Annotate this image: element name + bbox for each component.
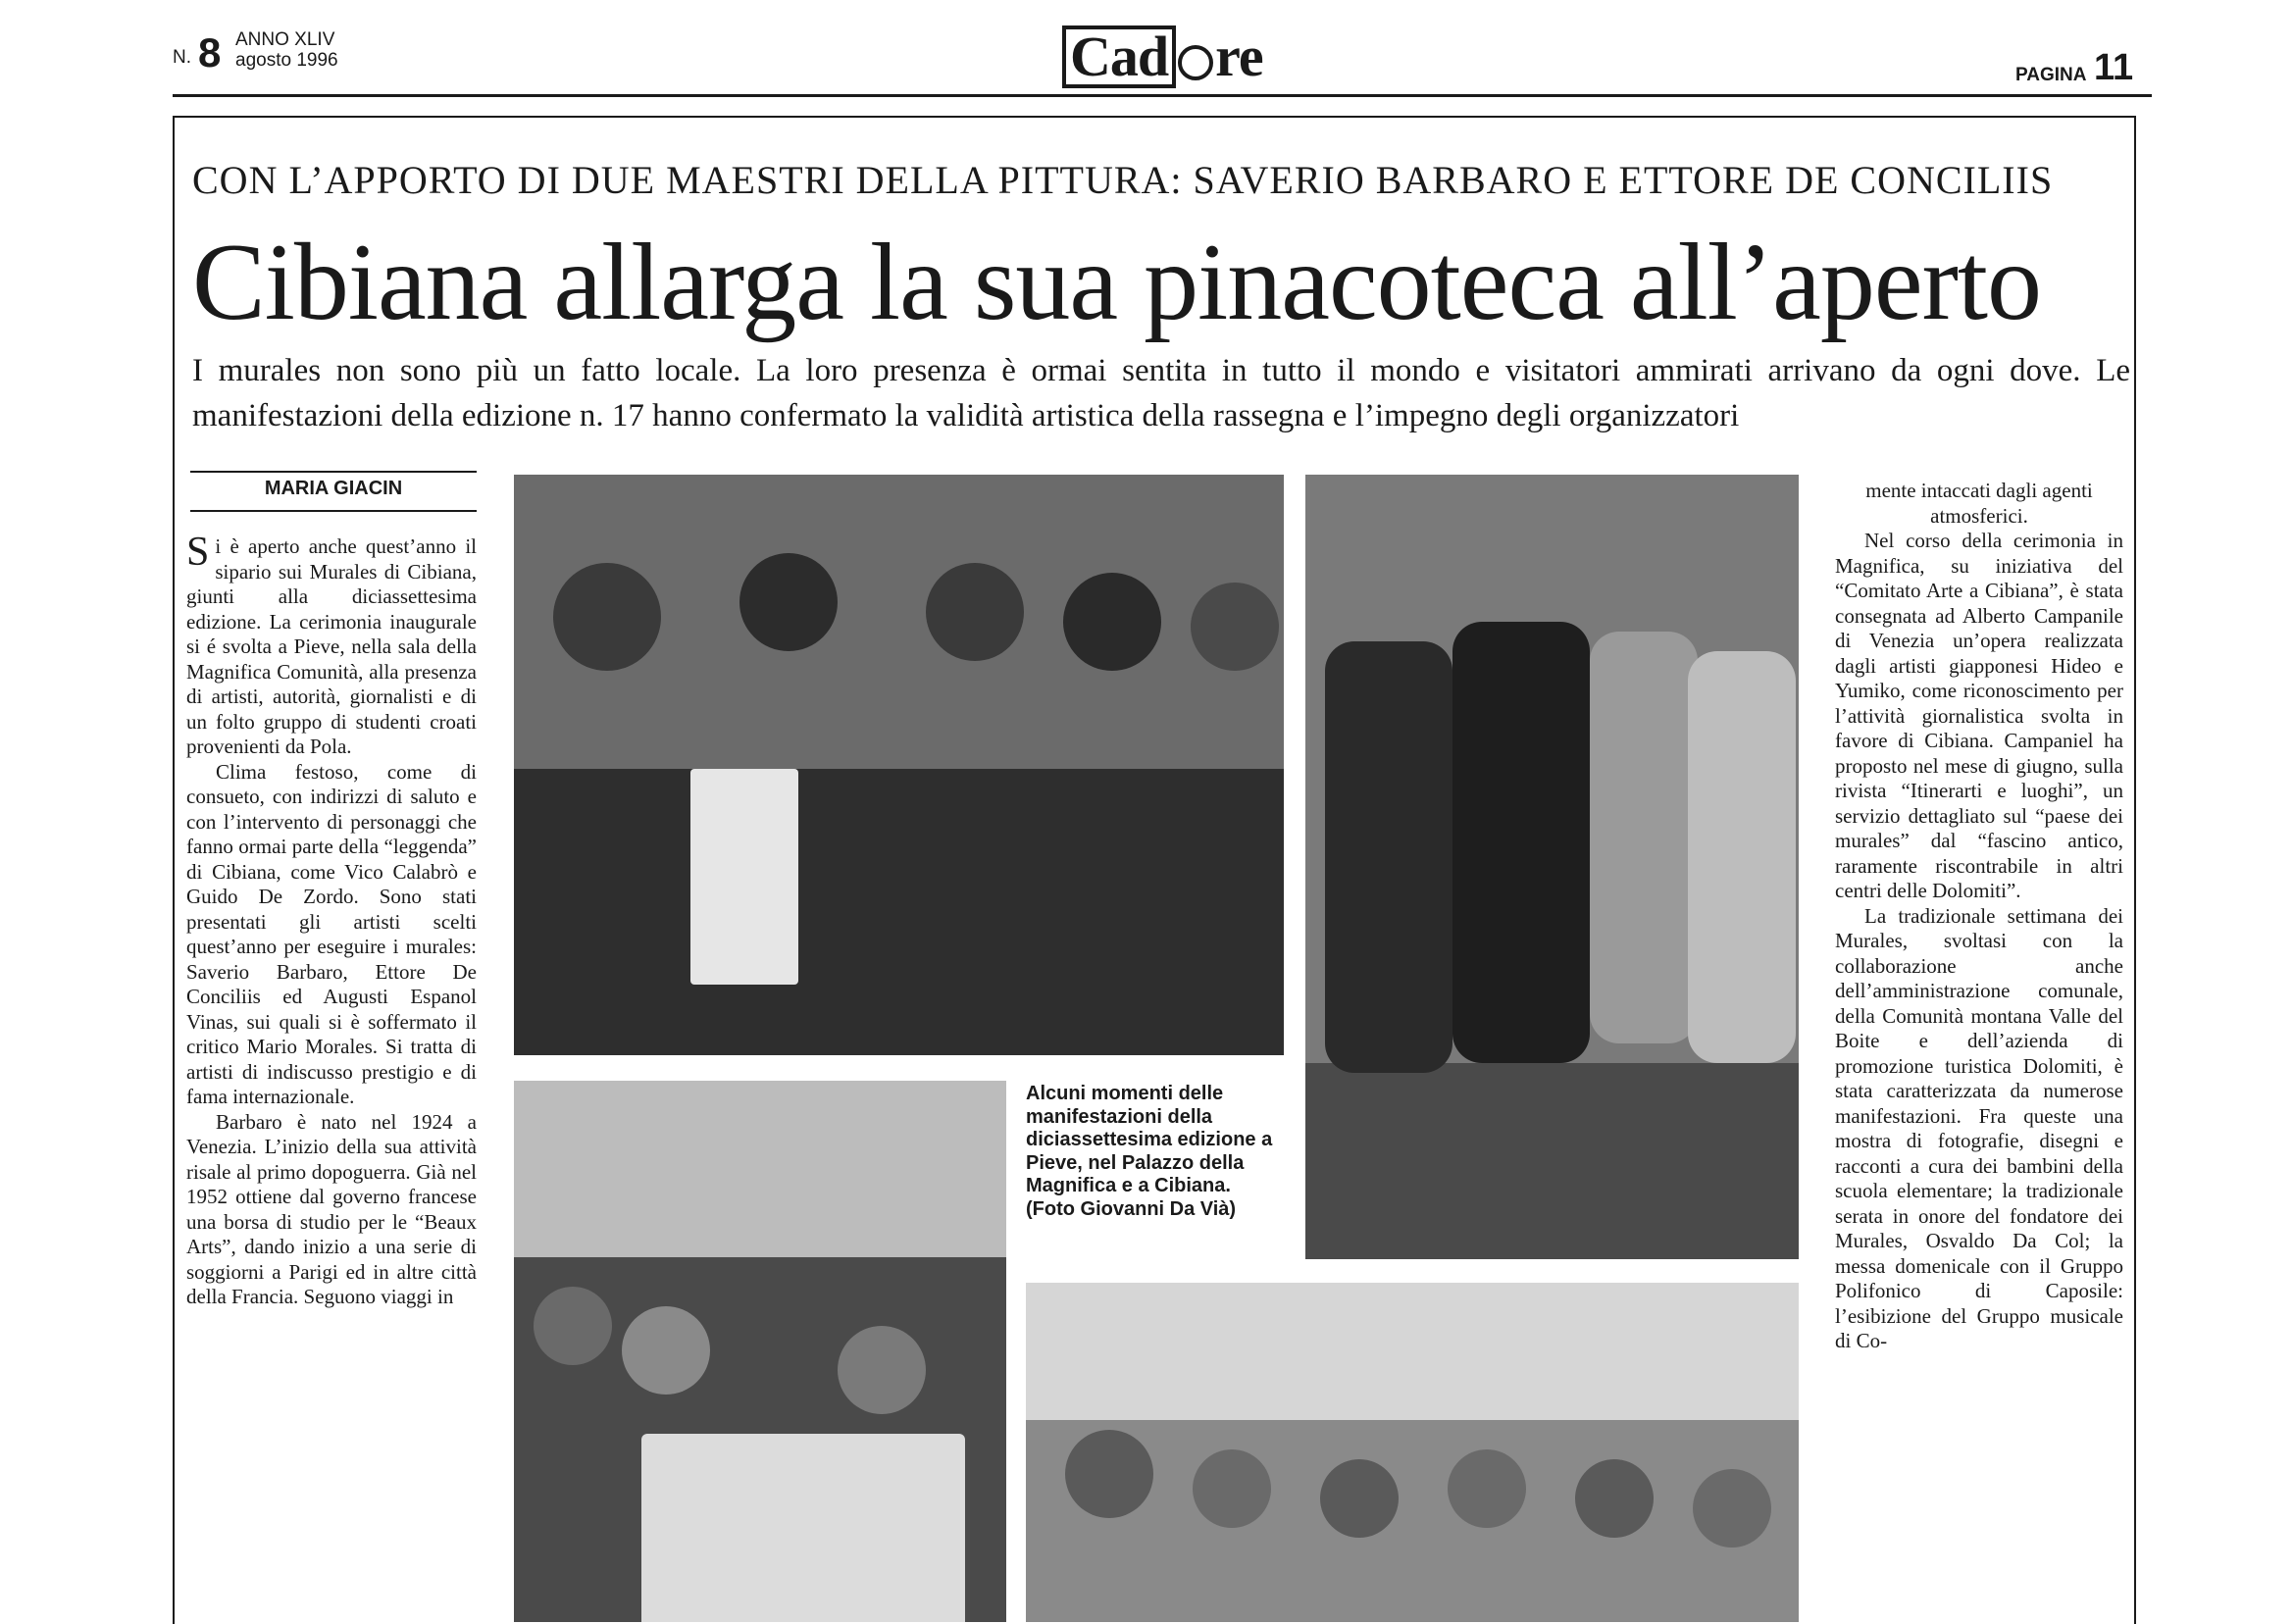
paragraph: Clima festoso, come di consueto, con indirizzi di saluto e con l’intervento di personaggi che fanno ormai parte della “leggenda” di Cibiana, come Vico Calabrò e Guido De Zordo. Sono stati presentati gli artisti scelti quest’anno per eseguire i murales: Saverio Barbaro, Ettore De Conciliis ed Augusti Espanol Vinas, sui quali si è soffermato il critico Mario Morales. Si tratta di artisti di indiscusso prestigio e di fama internazionale. [186, 759, 477, 1108]
drop-cap: S [186, 534, 210, 575]
issue-date: agosto 1996 [235, 50, 338, 71]
article-kicker: CON L’APPORTO DI DUE MAESTRI DELLA PITTURA: SAVERIO BARBARO E ETTORE DE CONCILIIS [192, 158, 2054, 202]
masthead-boxed-title: Cad [1062, 25, 1176, 88]
photo-caption [1026, 1083, 1281, 1221]
masthead-rule [173, 94, 2152, 97]
byline-rule-bottom [190, 510, 477, 512]
issue-prefix: N. [173, 47, 191, 68]
photo-panel-table [514, 475, 1284, 1055]
paragraph: La tradizionale settimana dei Murales, svoltasi con la collaborazione anche dell’amministrazione comunale, della Comunità montana Valle del Boite e dell’azienda di promozione turistica Dolomiti, è stata caratterizzata da numerose manifestazioni. Fra queste una mostra di fotografie, disegni e racconti a cura dei bambini della scuola elementare; la tradizionale serata in onore del fondatore dei Murales, Osvaldo Da Col; la messa domenicale con il Gruppo Polifonico di Caposile: l’esibizione del Gruppo musicale di Co- [1835, 903, 2123, 1352]
article-headline: Cibiana allarga la sua pinacoteca all’aperto [192, 222, 2041, 343]
caption-text: Alcuni momenti delle manifestazioni della diciassettesima edizione a Pieve, nel Palazzo della Magnifica e a Cibiana. [1026, 1083, 1273, 1196]
paragraph: mente intaccati dagli agenti atmosferici. [1865, 479, 2093, 528]
article-standfirst: I murales non sono più un fatto locale. La loro presenza è ormai sentita in tutto il mondo e visitatori ammirati arrivano da ogni dove. Le manifestazioni della edizione n. 17 hanno confermato la validità artistica della rassegna e l’impegno degli organizzatori [192, 353, 2130, 433]
seal-icon [1178, 45, 1213, 80]
issue-year: ANNO XLIV [235, 29, 335, 50]
issue-info [235, 29, 338, 71]
paragraph-text: i è aperto anche quest’anno il sipario sui Murales di Cibiana, giunti alla diciassettesima edizione. La cerimonia inaugurale si é svolta a Pieve, nella sala della Magnifica Comunità, alla presenza di artisti, autorità, giornalisti e di un folto gruppo di studenti croati provenienti da Pola. [186, 534, 477, 758]
article-byline: MARIA GIACIN [264, 478, 403, 499]
byline-rule-top [190, 471, 477, 473]
masthead-title-rest: re [1215, 25, 1263, 88]
body-column-left [186, 534, 477, 1618]
photo-speakers-microphone [1305, 475, 1799, 1259]
paragraph [186, 534, 477, 760]
paragraph: Barbaro è nato nel 1924 a Venezia. L’inizio della sua attività risale al primo dopoguerra. Già nel 1952 ottiene dal governo francese una borsa di studio per le “Beaux Arts”, dando inizio a una serie di soggiorni a Parigi ed in altre città della Francia. Seguono viaggi in [186, 1109, 477, 1308]
paragraph: Nel corso della cerimonia in Magnifica, su iniziativa del “Comitato Arte a Cibiana”, è stata consegnata ad Alberto Campanile di Venezia un’opera realizzata dagli artisti giapponesi Hideo e Yumiko, come riconoscimento per l’attività giornalistica svolta in favore di Cibiana. Campaniel ha proposto nel mese di giugno, sulla rivista “Itinerarti e luoghi”, un servizio dettagliato sul “paese dei murales” dal “fascino antico, raramente riscontrabile in altri centri delle Dolomiti”. [1835, 529, 2123, 902]
caption-credit: (Foto Giovanni Da Vià) [1026, 1197, 1237, 1220]
body-column-right [1835, 479, 2123, 1618]
newspaper-masthead [1062, 24, 1263, 89]
photo-audience-painting [514, 1081, 1006, 1622]
issue-number: 8 [198, 29, 222, 76]
page-number: 11 [2094, 47, 2134, 88]
photo-audience-seated [1026, 1283, 1799, 1622]
page-label: PAGINA [2015, 65, 2087, 85]
